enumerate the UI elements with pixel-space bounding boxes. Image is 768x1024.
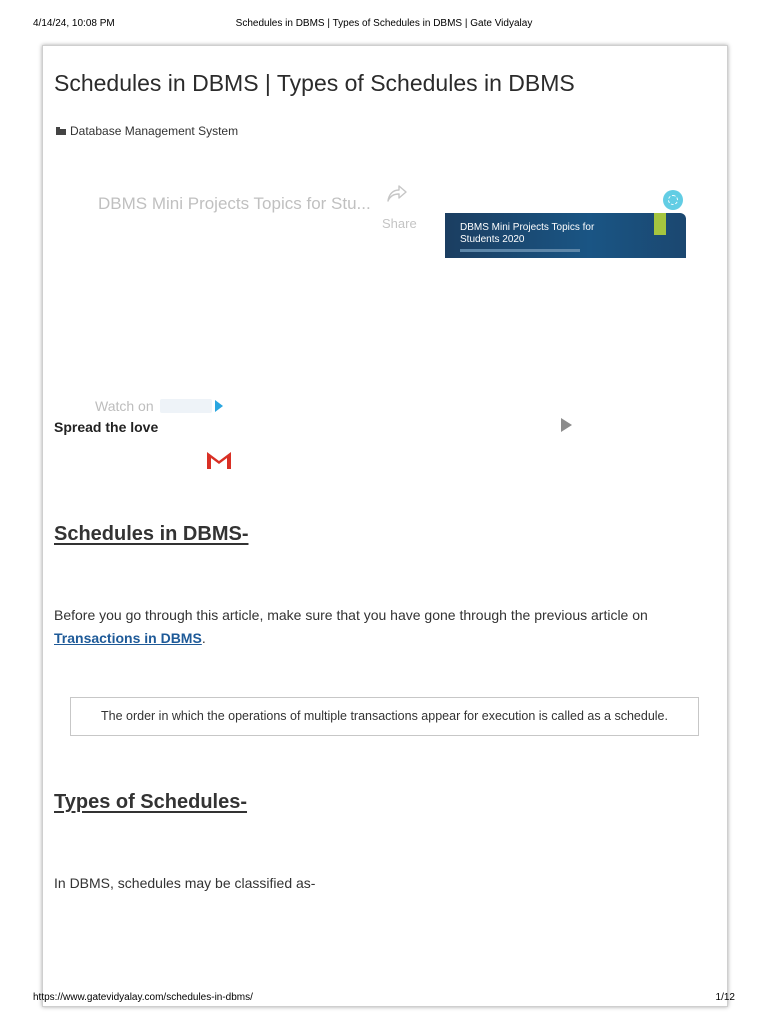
video-embed[interactable]	[54, 164, 704, 434]
types-heading: Types of Schedules-	[54, 791, 248, 813]
intro-paragraph: Before you go through this article, make sure that you have gone through the previous article on	[54, 607, 648, 623]
intro-end: .	[201, 630, 206, 646]
folder-icon	[56, 127, 66, 135]
print-footer	[0, 992, 768, 1006]
expand-icon[interactable]	[663, 190, 683, 210]
thumbnail-subtext-bar	[460, 249, 580, 252]
thumbnail-accent	[654, 213, 666, 235]
types-paragraph: In DBMS, schedules may be classified as-	[54, 875, 316, 891]
category-link[interactable]	[56, 124, 238, 138]
share-label[interactable]: Share	[382, 216, 417, 231]
watch-on-youtube[interactable]	[95, 398, 234, 414]
intro-link-line	[54, 630, 206, 646]
definition-box: The order in which the operations of multiple transactions appear for execution is called as a schedule.	[70, 697, 699, 736]
youtube-wordmark	[160, 399, 212, 413]
page-number: 1/12	[715, 992, 735, 1003]
thumbnail-text: DBMS Mini Projects Topics for Students 2020	[460, 222, 595, 245]
spread-the-love-label: Spread the love	[54, 419, 159, 435]
category-label: Database Management System	[70, 124, 239, 138]
article-card	[42, 45, 728, 1007]
watch-on-label: Watch on	[95, 398, 154, 414]
print-page-title: Schedules in DBMS | Types of Schedules in DBMS | Gate Vidyalay	[235, 18, 533, 29]
transactions-link[interactable]: Transactions in DBMS	[54, 630, 202, 646]
video-thumbnail[interactable]	[445, 213, 686, 258]
gmail-icon[interactable]	[205, 449, 233, 471]
article-title: Schedules in DBMS | Types of Schedules in DBMS	[54, 70, 575, 96]
video-title[interactable]: DBMS Mini Projects Topics for Stu...	[98, 194, 371, 213]
print-header	[0, 18, 768, 32]
print-date: 4/14/24, 10:08 PM	[33, 18, 115, 29]
play-icon[interactable]	[561, 418, 572, 432]
youtube-logo-icon	[160, 398, 234, 414]
share-icon[interactable]	[386, 184, 408, 204]
print-url: https://www.gatevidyalay.com/schedules-in-dbms/	[33, 992, 253, 1003]
youtube-chevron-icon	[215, 400, 223, 412]
schedules-heading: Schedules in DBMS-	[54, 523, 249, 545]
